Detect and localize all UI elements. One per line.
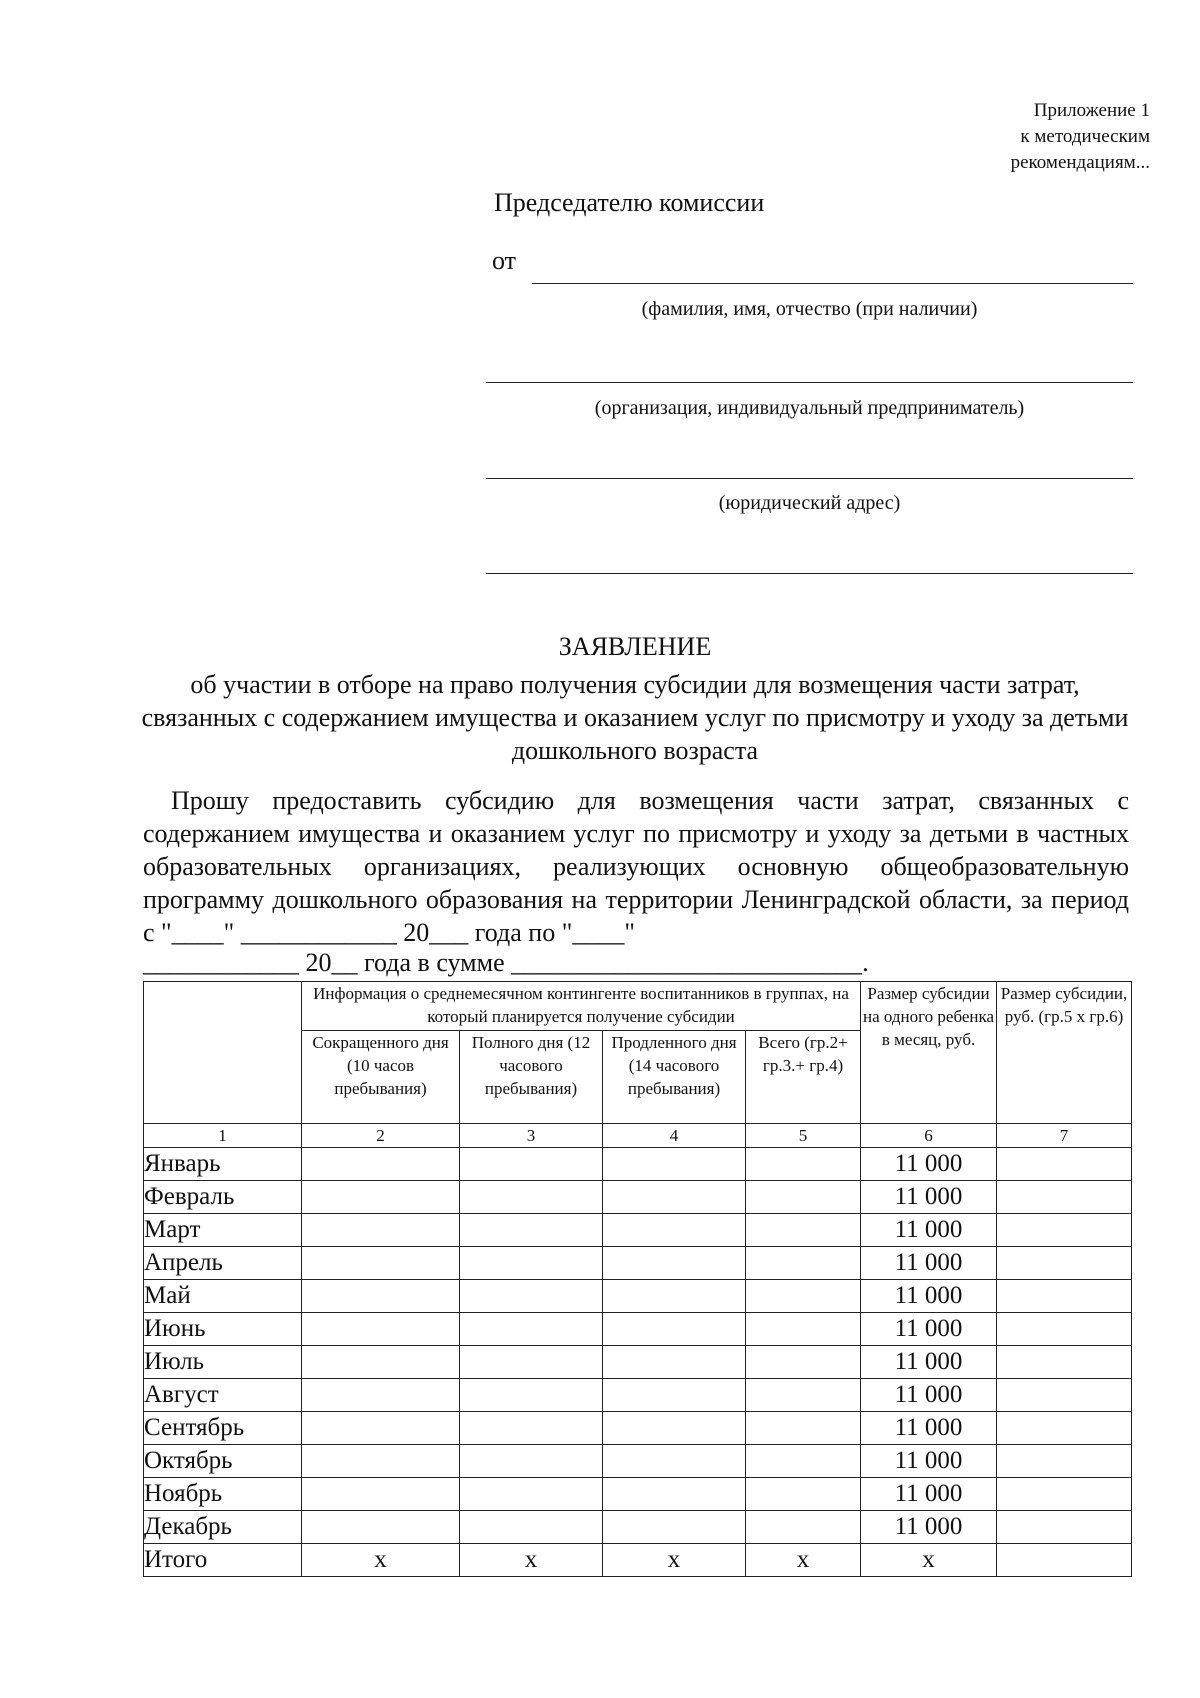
rate-cell: 11 000 bbox=[861, 1181, 997, 1214]
sum-cell[interactable] bbox=[997, 1247, 1132, 1280]
full-day-cell[interactable] bbox=[460, 1247, 603, 1280]
total-cell-3: х bbox=[460, 1544, 603, 1577]
header-sum: Размер субсидии, руб. (гр.5 х гр.6) bbox=[997, 982, 1132, 1124]
appendix-line-3: рекомендациям... bbox=[1010, 152, 1150, 173]
short-day-cell[interactable] bbox=[302, 1313, 460, 1346]
total-children-cell[interactable] bbox=[746, 1280, 861, 1313]
total-children-cell[interactable] bbox=[746, 1478, 861, 1511]
short-day-cell[interactable] bbox=[302, 1379, 460, 1412]
sum-cell[interactable] bbox=[997, 1148, 1132, 1181]
short-day-cell[interactable] bbox=[302, 1214, 460, 1247]
header-contingent-group: Информация о среднемесячном контингенте воспитанников в группах, на который планируется получение субсидии bbox=[302, 982, 861, 1031]
total-row bbox=[144, 1544, 1132, 1577]
header-total: Всего (гр.2+ гр.3.+ гр.4) bbox=[746, 1031, 861, 1124]
sum-cell[interactable] bbox=[997, 1412, 1132, 1445]
extended-day-cell[interactable] bbox=[603, 1148, 746, 1181]
sum-cell[interactable] bbox=[997, 1214, 1132, 1247]
appendix-line-1: Приложение 1 bbox=[1033, 100, 1150, 121]
full-day-cell[interactable] bbox=[460, 1478, 603, 1511]
full-day-cell[interactable] bbox=[460, 1313, 603, 1346]
column-number: 4 bbox=[603, 1124, 746, 1148]
total-children-cell[interactable] bbox=[746, 1214, 861, 1247]
short-day-cell[interactable] bbox=[302, 1511, 460, 1544]
rate-cell: 11 000 bbox=[861, 1379, 997, 1412]
organization-caption: (организация, индивидуальный предприниматель) bbox=[594, 397, 1025, 419]
subsidy-table bbox=[143, 981, 1132, 1577]
column-number: 1 bbox=[144, 1124, 302, 1148]
rate-cell: 11 000 bbox=[861, 1214, 997, 1247]
rate-cell: 11 000 bbox=[861, 1247, 997, 1280]
column-number: 5 bbox=[746, 1124, 861, 1148]
organization-field-line[interactable] bbox=[486, 382, 1133, 383]
month-cell: Февраль bbox=[144, 1181, 302, 1214]
rate-cell: 11 000 bbox=[861, 1478, 997, 1511]
header-full-day: Полного дня (12 часового пребывания) bbox=[460, 1031, 603, 1124]
period-amount-line: ____________ 20__ года в сумме ___________________________. bbox=[143, 948, 869, 977]
appendix-line-2: к методическим bbox=[1020, 126, 1150, 147]
extended-day-cell[interactable] bbox=[603, 1412, 746, 1445]
month-cell: Июль bbox=[144, 1346, 302, 1379]
full-day-cell[interactable] bbox=[460, 1214, 603, 1247]
rate-cell: 11 000 bbox=[861, 1346, 997, 1379]
address-field-line[interactable] bbox=[486, 478, 1133, 479]
total-children-cell[interactable] bbox=[746, 1445, 861, 1478]
table-row bbox=[144, 1346, 1132, 1379]
full-day-cell[interactable] bbox=[460, 1445, 603, 1478]
table-row bbox=[144, 1478, 1132, 1511]
total-cell-5: х bbox=[746, 1544, 861, 1577]
sum-cell[interactable] bbox=[997, 1445, 1132, 1478]
total-cell-2: х bbox=[302, 1544, 460, 1577]
document-subtitle: об участии в отборе на право получения субсидии для возмещения части затрат, связанных с содержанием имущества и оказанием услуг по присмотру и уходу за детьми дошкольного возраста bbox=[141, 670, 1129, 765]
document-title: ЗАЯВЛЕНИЕ bbox=[558, 632, 712, 661]
column-number: 2 bbox=[302, 1124, 460, 1148]
total-children-cell[interactable] bbox=[746, 1346, 861, 1379]
month-cell: Август bbox=[144, 1379, 302, 1412]
sum-cell[interactable] bbox=[997, 1379, 1132, 1412]
short-day-cell[interactable] bbox=[302, 1247, 460, 1280]
rate-cell: 11 000 bbox=[861, 1313, 997, 1346]
extended-day-cell[interactable] bbox=[603, 1445, 746, 1478]
month-cell: Ноябрь bbox=[144, 1478, 302, 1511]
name-field-line[interactable] bbox=[532, 283, 1133, 284]
full-day-cell[interactable] bbox=[460, 1379, 603, 1412]
short-day-cell[interactable] bbox=[302, 1181, 460, 1214]
table-row bbox=[144, 1412, 1132, 1445]
month-cell: Март bbox=[144, 1214, 302, 1247]
total-children-cell[interactable] bbox=[746, 1511, 861, 1544]
header-extended-day: Продленного дня (14 часового пребывания) bbox=[603, 1031, 746, 1124]
total-children-cell[interactable] bbox=[746, 1412, 861, 1445]
total-children-cell[interactable] bbox=[746, 1247, 861, 1280]
full-day-cell[interactable] bbox=[460, 1511, 603, 1544]
short-day-cell[interactable] bbox=[302, 1148, 460, 1181]
addressee-to: Председателю комиссии bbox=[494, 188, 765, 217]
month-cell: Апрель bbox=[144, 1247, 302, 1280]
extended-day-cell[interactable] bbox=[603, 1511, 746, 1544]
table-row bbox=[144, 1313, 1132, 1346]
header-short-day: Сокращенного дня (10 часов пребывания) bbox=[302, 1031, 460, 1124]
column-number-row bbox=[144, 1124, 1132, 1148]
sum-cell[interactable] bbox=[997, 1346, 1132, 1379]
request-paragraph: Прошу предоставить субсидию для возмещения части затрат, связанных с содержанием имущества и оказанием услуг по присмотру и уходу за детьми в частных образовательных организациях, реализующих основную общеобразовательную программу дошкольного образования на территории Ленинградской области, за период с "____" ____________ 20___ года по "____" bbox=[143, 786, 1129, 947]
table-row bbox=[144, 1511, 1132, 1544]
header-rate: Размер субсидии на одного ребенка в месяц, руб. bbox=[861, 982, 997, 1124]
full-day-cell[interactable] bbox=[460, 1181, 603, 1214]
full-day-cell[interactable] bbox=[460, 1280, 603, 1313]
short-day-cell[interactable] bbox=[302, 1346, 460, 1379]
full-day-cell[interactable] bbox=[460, 1346, 603, 1379]
month-cell: Декабрь bbox=[144, 1511, 302, 1544]
short-day-cell[interactable] bbox=[302, 1445, 460, 1478]
rate-cell: 11 000 bbox=[861, 1445, 997, 1478]
rate-cell: 11 000 bbox=[861, 1280, 997, 1313]
total-children-cell[interactable] bbox=[746, 1181, 861, 1214]
from-label: от bbox=[492, 246, 517, 275]
extended-day-cell[interactable] bbox=[603, 1247, 746, 1280]
table-row bbox=[144, 1280, 1132, 1313]
sum-cell[interactable] bbox=[997, 1181, 1132, 1214]
address-caption: (юридический адрес) bbox=[718, 492, 901, 514]
total-sum-cell[interactable] bbox=[997, 1544, 1132, 1577]
table-row bbox=[144, 1214, 1132, 1247]
table-row bbox=[144, 1148, 1132, 1181]
extended-day-cell[interactable] bbox=[603, 1313, 746, 1346]
name-caption: (фамилия, имя, отчество (при наличии) bbox=[641, 298, 978, 320]
extended-day-cell[interactable] bbox=[603, 1478, 746, 1511]
rate-cell: 11 000 bbox=[861, 1511, 997, 1544]
total-cell-4: х bbox=[603, 1544, 746, 1577]
extended-day-cell[interactable] bbox=[603, 1280, 746, 1313]
total-children-cell[interactable] bbox=[746, 1313, 861, 1346]
rate-cell: 11 000 bbox=[861, 1148, 997, 1181]
extended-day-cell[interactable] bbox=[603, 1214, 746, 1247]
table-row bbox=[144, 1379, 1132, 1412]
sum-cell[interactable] bbox=[997, 1478, 1132, 1511]
total-label: Итого bbox=[144, 1544, 302, 1577]
short-day-cell[interactable] bbox=[302, 1478, 460, 1511]
full-day-cell[interactable] bbox=[460, 1148, 603, 1181]
column-number: 6 bbox=[861, 1124, 997, 1148]
full-day-cell[interactable] bbox=[460, 1412, 603, 1445]
total-children-cell[interactable] bbox=[746, 1148, 861, 1181]
extended-day-cell[interactable] bbox=[603, 1181, 746, 1214]
total-cell-6: х bbox=[861, 1544, 997, 1577]
extended-day-cell[interactable] bbox=[603, 1379, 746, 1412]
sum-cell[interactable] bbox=[997, 1511, 1132, 1544]
month-cell: Октябрь bbox=[144, 1445, 302, 1478]
rate-cell: 11 000 bbox=[861, 1412, 997, 1445]
short-day-cell[interactable] bbox=[302, 1280, 460, 1313]
column-number: 3 bbox=[460, 1124, 603, 1148]
month-cell: Май bbox=[144, 1280, 302, 1313]
extended-day-cell[interactable] bbox=[603, 1346, 746, 1379]
table-row bbox=[144, 1247, 1132, 1280]
month-cell: Июнь bbox=[144, 1313, 302, 1346]
table-row bbox=[144, 1181, 1132, 1214]
address-field-line-2[interactable] bbox=[486, 573, 1133, 574]
sum-cell[interactable] bbox=[997, 1280, 1132, 1313]
month-cell: Сентябрь bbox=[144, 1412, 302, 1445]
short-day-cell[interactable] bbox=[302, 1412, 460, 1445]
appendix-note bbox=[1011, 98, 1150, 176]
month-cell: Январь bbox=[144, 1148, 302, 1181]
column-number: 7 bbox=[997, 1124, 1132, 1148]
table-row bbox=[144, 1445, 1132, 1478]
header-month-blank bbox=[144, 982, 302, 1124]
sum-cell[interactable] bbox=[997, 1313, 1132, 1346]
total-children-cell[interactable] bbox=[746, 1379, 861, 1412]
